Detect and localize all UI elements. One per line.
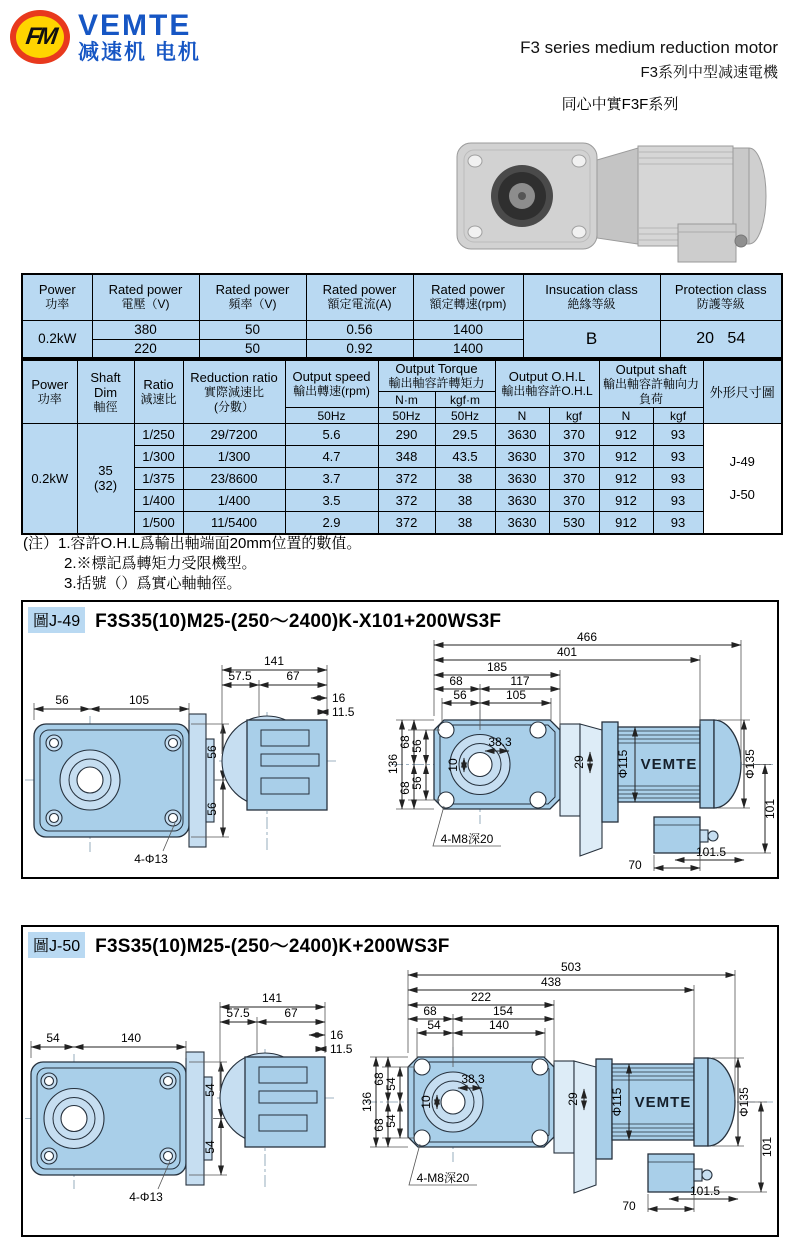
brand-subtitle: 减速机 电机 xyxy=(78,40,201,64)
t2-subheader-n: N xyxy=(599,408,653,424)
t1-header-frequency: Rated power 頻率（V) xyxy=(199,274,306,320)
t2-row xyxy=(22,446,782,468)
dim-label: 4-Φ13 xyxy=(134,852,168,866)
drawing-j50 xyxy=(23,957,777,1231)
t2-cell: 93 xyxy=(653,446,703,468)
dim-label: 54 xyxy=(427,1018,441,1032)
t2-cell: 3630 xyxy=(495,468,549,490)
dim-label: 38.3 xyxy=(461,1072,485,1086)
dim-label: 68 xyxy=(372,1118,386,1132)
j49-front-view xyxy=(219,654,355,850)
note-line: 2.※標記爲轉矩力受限機型。 xyxy=(64,555,257,572)
dim-label: 38.3 xyxy=(488,735,512,749)
j49-left-view xyxy=(25,693,229,866)
dim-label: 4-Φ13 xyxy=(129,1190,163,1204)
t2-row xyxy=(22,424,782,446)
t2-cell: 4.7 xyxy=(285,446,378,468)
dim-label: Φ135 xyxy=(737,1087,751,1117)
t2-cell: 372 xyxy=(378,468,435,490)
dim-label: 466 xyxy=(576,632,598,644)
notes xyxy=(23,534,361,594)
dim-label: 68 xyxy=(449,674,463,688)
dim-label: 70 xyxy=(622,1199,636,1213)
model-number-j50: F3S35(10)M25-(250～2400)K+200WS3F xyxy=(95,936,450,957)
t2-cell: 1/300 xyxy=(183,446,285,468)
dim-label: 222 xyxy=(470,990,492,1004)
t2-shaft-dim: 35 (32) xyxy=(77,424,134,534)
t2-cell: 1/400 xyxy=(183,490,285,512)
dim-label: 105 xyxy=(505,688,527,702)
panel-j49-header xyxy=(23,602,777,632)
t1-insulation-class: B xyxy=(523,320,660,358)
t1-header-speed: Rated power 額定轉速(rpm) xyxy=(413,274,523,320)
t1-cell: 50 xyxy=(199,320,306,339)
dim-label: 68 xyxy=(398,781,412,795)
note-line: 3.括號（）爲實心軸軸徑。 xyxy=(64,575,242,592)
t1-header-voltage: Rated power 電壓（V) xyxy=(92,274,199,320)
dim-label: 101 xyxy=(760,1136,774,1158)
motor-brand-label: VEMTE xyxy=(634,1094,692,1111)
t2-cell: 43.5 xyxy=(435,446,495,468)
t2-cell: 93 xyxy=(653,468,703,490)
t2-cell: 3.5 xyxy=(285,490,378,512)
panel-j50 xyxy=(21,925,779,1237)
dim-label: 185 xyxy=(486,660,508,674)
logo-mark-glyph: FM xyxy=(23,23,57,50)
dim-label: 105 xyxy=(128,693,150,707)
dim-label: 54 xyxy=(203,1140,217,1154)
t1-cell: 0.56 xyxy=(306,320,413,339)
t2-header-dimension-ref: 外形尺寸圖 xyxy=(703,360,782,424)
dim-label: 54 xyxy=(46,1031,60,1045)
t2-row xyxy=(22,468,782,490)
t2-header-power: Power 功率 xyxy=(22,360,77,424)
t2-cell: 5.6 xyxy=(285,424,378,446)
dim-label: Φ115 xyxy=(616,749,630,779)
t2-cell: 912 xyxy=(599,424,653,446)
dim-label: 10 xyxy=(419,1095,433,1109)
brand-logo xyxy=(10,10,201,64)
dim-label: 70 xyxy=(628,858,642,872)
drawing-j49 xyxy=(23,632,777,872)
t2-cell: 348 xyxy=(378,446,435,468)
dim-label: 16 xyxy=(330,1028,344,1042)
t1-power: 0.2kW xyxy=(22,320,92,358)
figure-tag-j50: 圖J-50 xyxy=(28,932,85,958)
t2-cell: 3630 xyxy=(495,446,549,468)
t2-cell: 93 xyxy=(653,490,703,512)
dim-label: 68 xyxy=(372,1072,386,1086)
dim-label: 56 xyxy=(205,745,219,759)
t2-dimension-refs xyxy=(703,424,782,534)
t1-row-380v xyxy=(22,320,782,339)
title-zh: F3系列中型减速電機 xyxy=(640,64,778,81)
t2-cell: 38 xyxy=(435,512,495,534)
dim-label: Φ135 xyxy=(743,749,757,779)
t2-header-reduction: Reduction ratio 實際減速比 (分數） xyxy=(183,360,285,424)
figure-tag-j49: 圖J-49 xyxy=(28,607,85,633)
t1-header-insulation: Insucation class 絶緣等級 xyxy=(523,274,660,320)
t1-header-current: Rated power 額定電流(A) xyxy=(306,274,413,320)
dim-label: 141 xyxy=(263,654,285,668)
t2-cell: 1/375 xyxy=(134,468,183,490)
dim-label: 67 xyxy=(286,669,300,683)
dim-label: 16 xyxy=(332,691,346,705)
dim-label: 117 xyxy=(510,674,530,688)
t2-cell: 290 xyxy=(378,424,435,446)
dim-label: 56 xyxy=(55,693,69,707)
t2-cell: 1/400 xyxy=(134,490,183,512)
t1-cell: 0.92 xyxy=(306,339,413,358)
t2-cell: 3.7 xyxy=(285,468,378,490)
t2-cell: 11/5400 xyxy=(183,512,285,534)
t1-cell: 1400 xyxy=(413,320,523,339)
t2-cell: 370 xyxy=(549,468,599,490)
dim-label: 56 xyxy=(205,802,219,816)
t2-subheader-n: N xyxy=(495,408,549,424)
t2-subheader-hz: 50Hz xyxy=(435,408,495,424)
dim-label: 57.5 xyxy=(226,1006,250,1020)
dim-label: 56 xyxy=(453,688,467,702)
t2-cell: 38 xyxy=(435,468,495,490)
t2-cell: 1/500 xyxy=(134,512,183,534)
dim-label: 54 xyxy=(203,1083,217,1097)
dim-label: 136 xyxy=(360,1091,374,1113)
model-number-j49: F3S35(10)M25-(250～2400)K-X101+200WS3F xyxy=(95,611,502,632)
brand-texts xyxy=(78,10,201,64)
dim-label: 4-M8深20 xyxy=(416,1171,470,1185)
t2-cell: 1/300 xyxy=(134,446,183,468)
t2-header-shaft: Shaft Dim 軸徑 xyxy=(77,360,134,424)
t2-subheader-hz: 50Hz xyxy=(378,408,435,424)
t1-cell: 380 xyxy=(92,320,199,339)
dim-label: 67 xyxy=(284,1006,298,1020)
t2-cell: 3630 xyxy=(495,490,549,512)
dim-label: 101 xyxy=(763,798,777,820)
t2-cell: 372 xyxy=(378,512,435,534)
t2-subheader-kgf: kgf xyxy=(549,408,599,424)
t2-cell: 23/8600 xyxy=(183,468,285,490)
brand-name: VEMTE xyxy=(78,9,192,43)
dim-label: 10 xyxy=(446,758,460,772)
t2-row xyxy=(22,512,782,534)
dim-label: 4-M8深20 xyxy=(440,832,494,846)
dim-label: 136 xyxy=(386,753,400,775)
t2-cell: 93 xyxy=(653,512,703,534)
dim-label: 438 xyxy=(540,975,562,989)
dim-label: 141 xyxy=(261,991,283,1005)
dim-ref-j49: J-49 xyxy=(729,454,755,470)
t2-power: 0.2kW xyxy=(22,424,77,534)
dim-label: 29 xyxy=(572,755,586,769)
dim-label: 68 xyxy=(398,735,412,749)
dim-label: 154 xyxy=(492,1004,514,1018)
j50-main-view xyxy=(360,960,774,1213)
t2-cell: 29/7200 xyxy=(183,424,285,446)
t1-cell: 50 xyxy=(199,339,306,358)
t2-cell: 2.9 xyxy=(285,512,378,534)
t2-cell: 93 xyxy=(653,424,703,446)
t2-cell: 3630 xyxy=(495,512,549,534)
dim-label: 57.5 xyxy=(228,669,252,683)
t2-subheader-nm: N·m xyxy=(378,392,435,408)
panel-j50-header xyxy=(23,927,777,957)
t1-cell: 1400 xyxy=(413,339,523,358)
t2-cell: 370 xyxy=(549,446,599,468)
photo-gearbox xyxy=(457,143,597,249)
t1-header-protection: Protection class 防護等級 xyxy=(660,274,782,320)
t2-cell: 370 xyxy=(549,490,599,512)
t2-header-speed: Output speed 輸出轉速(rpm) xyxy=(285,360,378,408)
t2-subheader-kgf: kgf xyxy=(653,408,703,424)
t2-cell: 372 xyxy=(378,490,435,512)
t2-cell: 912 xyxy=(599,468,653,490)
dim-label: Φ115 xyxy=(610,1087,624,1117)
product-photo xyxy=(452,128,774,270)
t2-subheader-kgfm: kgf·m xyxy=(435,392,495,408)
dim-label: 140 xyxy=(120,1031,142,1045)
performance-table xyxy=(21,359,783,535)
t2-cell: 530 xyxy=(549,512,599,534)
ratings-table xyxy=(21,273,783,359)
dim-label: 11.5 xyxy=(332,705,355,719)
panel-j49 xyxy=(21,600,779,879)
t2-header-ratio: Ratio 減速比 xyxy=(134,360,183,424)
t1-protection-b: 54 xyxy=(727,329,746,347)
dim-label: 68 xyxy=(423,1004,437,1018)
motor-brand-label: VEMTE xyxy=(640,756,698,773)
note-line: (注）1.容許O.H.L爲輸出軸端面20mm位置的數值。 xyxy=(23,535,362,552)
t2-cell: 29.5 xyxy=(435,424,495,446)
dim-label: 140 xyxy=(488,1018,510,1032)
dim-ref-j50: J-50 xyxy=(729,487,755,503)
t2-subheader-hz: 50Hz xyxy=(285,408,378,424)
dim-label: 56 xyxy=(410,776,424,790)
t2-cell: 1/250 xyxy=(134,424,183,446)
dim-label: 503 xyxy=(560,960,582,974)
j50-front-view xyxy=(217,991,353,1189)
series-subtitle: 同心中實F3F系列 xyxy=(561,96,679,113)
t1-header-power: Power 功率 xyxy=(22,274,92,320)
t1-protection-class xyxy=(660,320,782,358)
t2-header-torque: Output Torque 輸出軸容許轉矩力 xyxy=(378,360,495,392)
t2-cell: 3630 xyxy=(495,424,549,446)
dim-label: 101.5 xyxy=(689,1184,721,1198)
t2-cell: 370 xyxy=(549,424,599,446)
t2-row xyxy=(22,490,782,512)
t1-protection-a: 20 xyxy=(696,329,715,347)
photo-motor xyxy=(597,146,766,262)
t2-cell: 912 xyxy=(599,490,653,512)
dim-label: 401 xyxy=(556,645,578,659)
page-titles xyxy=(520,38,778,82)
t2-cell: 912 xyxy=(599,446,653,468)
t2-header-ohl: Output O.H.L 輸出軸容許O.H.L xyxy=(495,360,599,408)
vemte-logo-icon xyxy=(10,10,70,64)
t2-cell: 912 xyxy=(599,512,653,534)
dim-label: 11.5 xyxy=(330,1042,353,1056)
t1-cell: 220 xyxy=(92,339,199,358)
title-en: F3 series medium reduction motor xyxy=(520,38,778,57)
dim-label: 54 xyxy=(384,1077,398,1091)
j50-left-view xyxy=(25,1031,227,1204)
t2-header-thrust: Output shaft 輸出軸容許軸向力負荷 xyxy=(599,360,703,408)
dim-label: 56 xyxy=(410,739,424,753)
dim-label: 29 xyxy=(566,1092,580,1106)
j49-main-view xyxy=(386,632,777,872)
t2-cell: 38 xyxy=(435,490,495,512)
dim-label: 54 xyxy=(384,1114,398,1128)
dim-label: 101.5 xyxy=(695,845,727,859)
